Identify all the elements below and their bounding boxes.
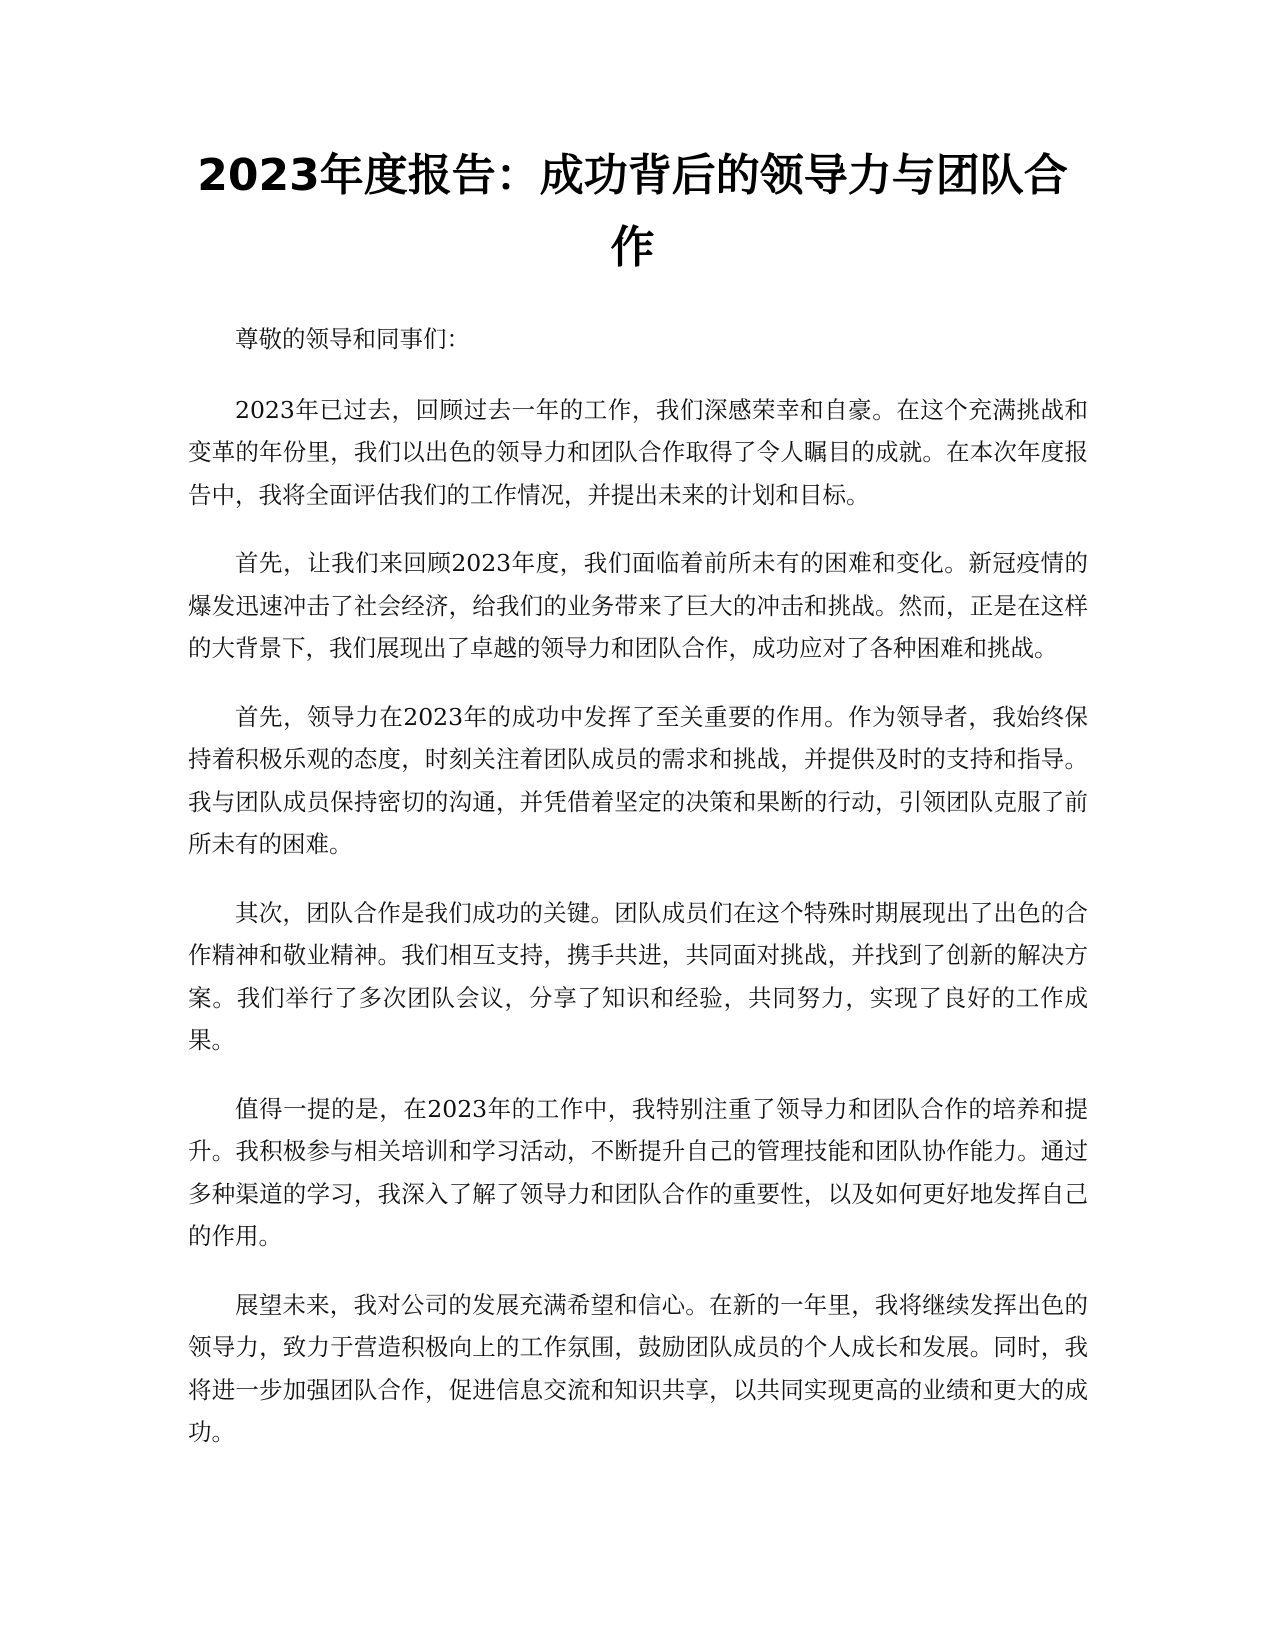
paragraph-development: 值得一提的是，在2023年的工作中，我特别注重了领导力和团队合作的培养和提升。我积极参与相关培训和学习活动，不断提升自己的管理技能和团队协作能力。通过多种渠道的学习，我深入了解了领导力和团队合作的重要性，以及如何更好地发挥自己的作用。	[188, 1094, 1088, 1250]
paragraph-teamwork: 其次，团队合作是我们成功的关键。团队成员们在这个特殊时期展现出了出色的合作精神和敬业精神。我们相互支持，携手共进，共同面对挑战，并找到了创新的解决方案。我们举行了多次团队会议，分享了知识和经验，共同努力，实现了良好的工作成果。	[188, 898, 1088, 1054]
document-title: 2023年度报告：成功背后的领导力与团队合作	[197, 150, 1068, 273]
paragraph-leadership: 首先，领导力在2023年的成功中发挥了至关重要的作用。作为领导者，我始终保持着积极乐观的态度，时刻关注着团队成员的需求和挑战，并提供及时的支持和指导。我与团队成员保持密切的沟通，并凭借着坚定的决策和果断的行动，引领团队克服了前所未有的困难。	[188, 702, 1088, 858]
greeting-paragraph: 尊敬的领导和同事们：	[235, 325, 470, 353]
paragraph-intro: 2023年已过去，回顾过去一年的工作，我们深感荣幸和自豪。在这个充满挑战和变革的年份里，我们以出色的领导力和团队合作取得了令人瞩目的成就。在本次年度报告中，我将全面评估我们的工作情况，并提出未来的计划和目标。	[188, 395, 1088, 509]
paragraph-review: 首先，让我们来回顾2023年度，我们面临着前所未有的困难和变化。新冠疫情的爆发迅速冲击了社会经济，给我们的业务带来了巨大的冲击和挑战。然而，正是在这样的大背景下，我们展现出了卓越的领导力和团队合作，成功应对了各种困难和挑战。	[188, 549, 1088, 662]
paragraph-outlook: 展望未来，我对公司的发展充满希望和信心。在新的一年里，我将继续发挥出色的领导力，致力于营造积极向上的工作氛围，鼓励团队成员的个人成长和发展。同时，我将进一步加强团队合作，促进信息交流和知识共享，以共同实现更高的业绩和更大的成功。	[188, 1290, 1088, 1446]
document-body	[188, 318, 1088, 1480]
